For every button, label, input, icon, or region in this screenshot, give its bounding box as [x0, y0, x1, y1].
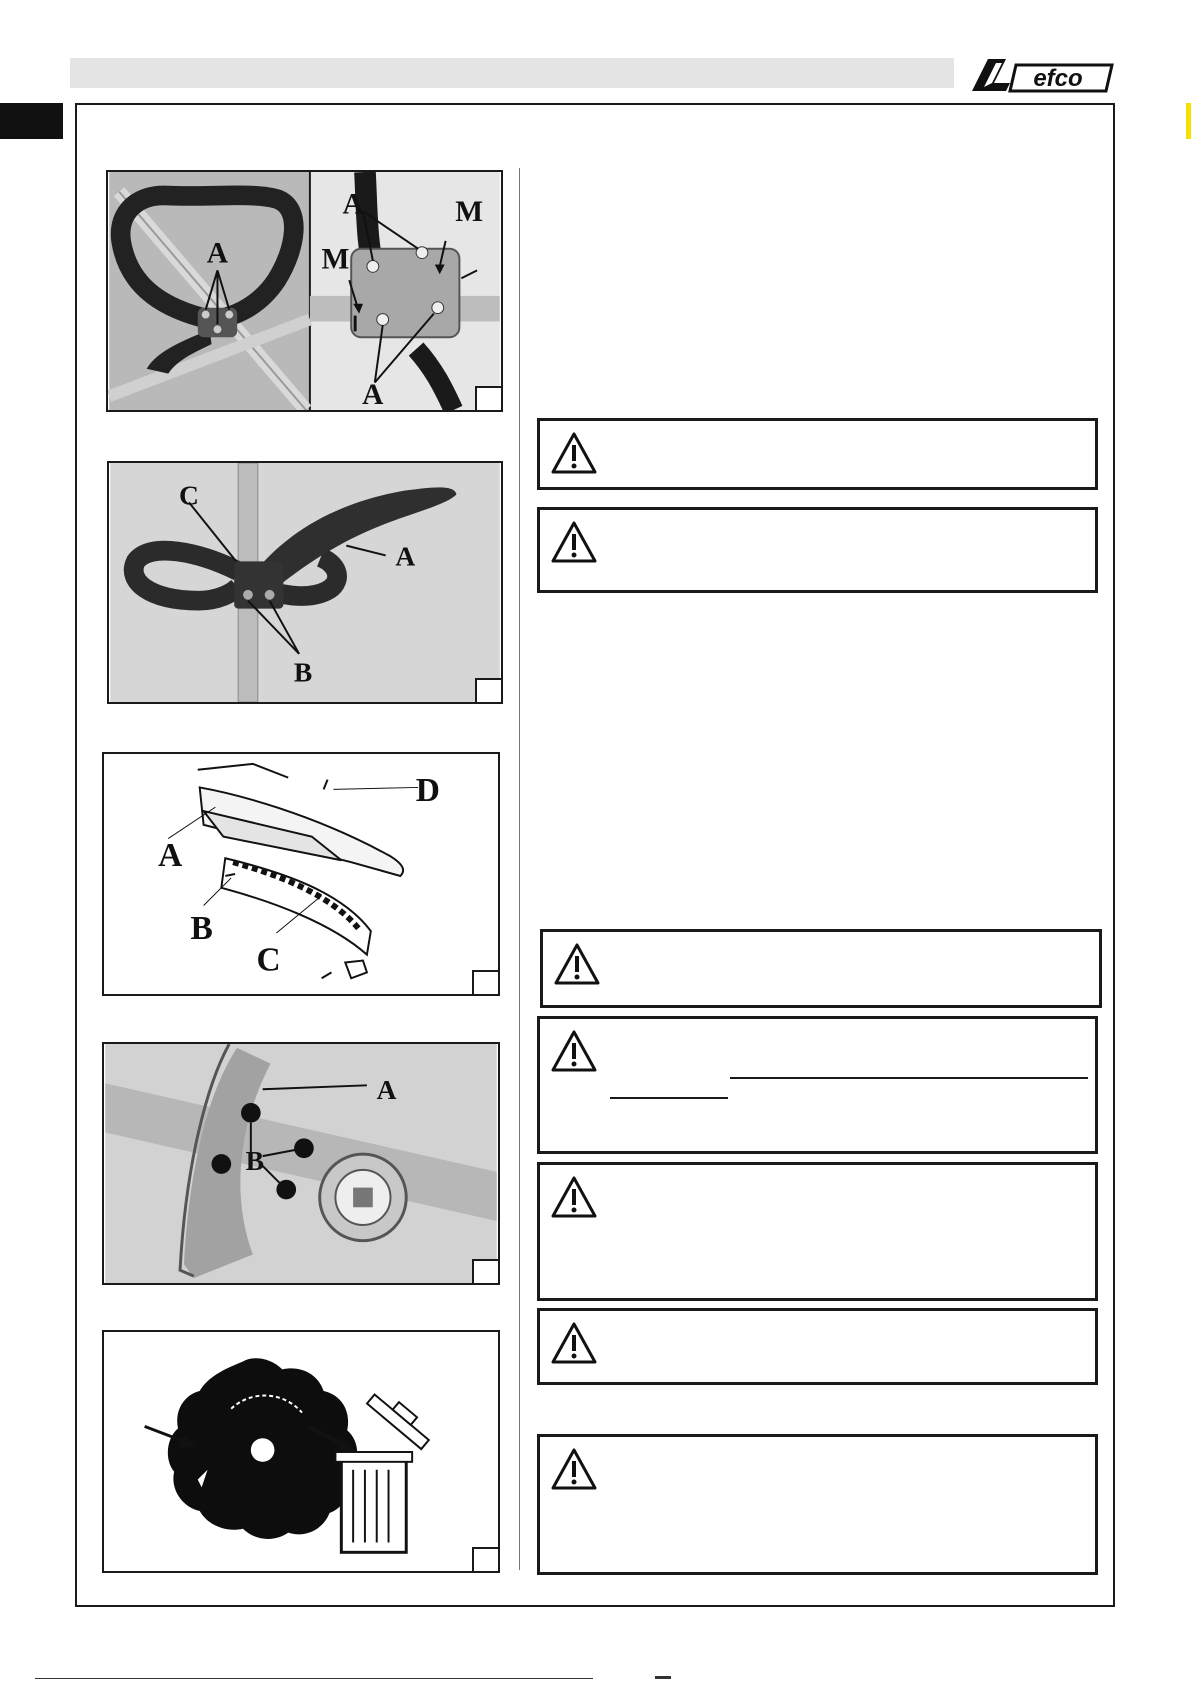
callout-C: C	[256, 941, 281, 979]
figure-guard-diagram	[102, 752, 500, 996]
efco-logo	[966, 57, 1114, 95]
header-bar	[70, 58, 954, 88]
warning-box-7	[537, 1434, 1098, 1575]
figure-number-box	[472, 1547, 498, 1571]
warning-triangle-icon	[550, 1029, 598, 1073]
figure-number-box	[472, 970, 498, 994]
warning-box-6	[537, 1308, 1098, 1385]
footer-mark	[655, 1676, 671, 1679]
callout-B: B	[293, 656, 313, 688]
efco-logo-mark	[966, 57, 1114, 95]
callout-A-right-bottom: A	[362, 379, 384, 410]
figure-limiter-bar	[107, 461, 503, 704]
figure-number-box	[475, 678, 501, 702]
warning-box-5	[537, 1162, 1098, 1301]
warning-triangle-icon	[550, 1321, 598, 1365]
warning-box-4	[537, 1016, 1098, 1154]
warning-box-1	[537, 418, 1098, 490]
language-tab	[0, 103, 63, 139]
callout-B: B	[190, 909, 213, 947]
column-divider	[519, 168, 520, 1570]
callout-C: C	[179, 479, 199, 511]
guard-diagram-illustration	[104, 754, 498, 994]
figure-number-box	[472, 1259, 498, 1283]
warning-triangle-icon	[550, 431, 598, 475]
callout-A: A	[376, 1074, 397, 1106]
underline-rule	[610, 1097, 728, 1099]
warning-triangle-icon	[550, 1175, 598, 1219]
warning-box-3	[540, 929, 1102, 1008]
guard-photo-illustration	[104, 1044, 498, 1283]
underline-rule	[730, 1077, 1088, 1079]
warning-triangle-icon	[553, 942, 601, 986]
callout-M-left: M	[321, 243, 350, 276]
warning-box-2	[537, 507, 1098, 593]
figure-handle-assembly	[106, 170, 503, 412]
callout-A-right-top: A	[342, 188, 364, 221]
logo-text: efco	[1033, 65, 1083, 92]
callout-B: B	[245, 1144, 264, 1176]
edge-marker	[1186, 103, 1191, 139]
callout-A: A	[158, 837, 183, 875]
figure-number-box	[475, 386, 501, 410]
callout-A: A	[395, 540, 416, 572]
limiter-bar-illustration	[109, 463, 501, 702]
handle-assembly-illustration	[108, 172, 501, 410]
footer-rule	[35, 1678, 593, 1679]
callout-A-left: A	[206, 237, 229, 270]
blade-disposal-illustration	[104, 1332, 498, 1571]
figure-blade-disposal	[102, 1330, 500, 1573]
figure-guard-photo	[102, 1042, 500, 1285]
callout-M-right: M	[455, 196, 484, 229]
callout-D: D	[415, 772, 440, 810]
warning-triangle-icon	[550, 520, 598, 564]
warning-triangle-icon	[550, 1447, 598, 1491]
